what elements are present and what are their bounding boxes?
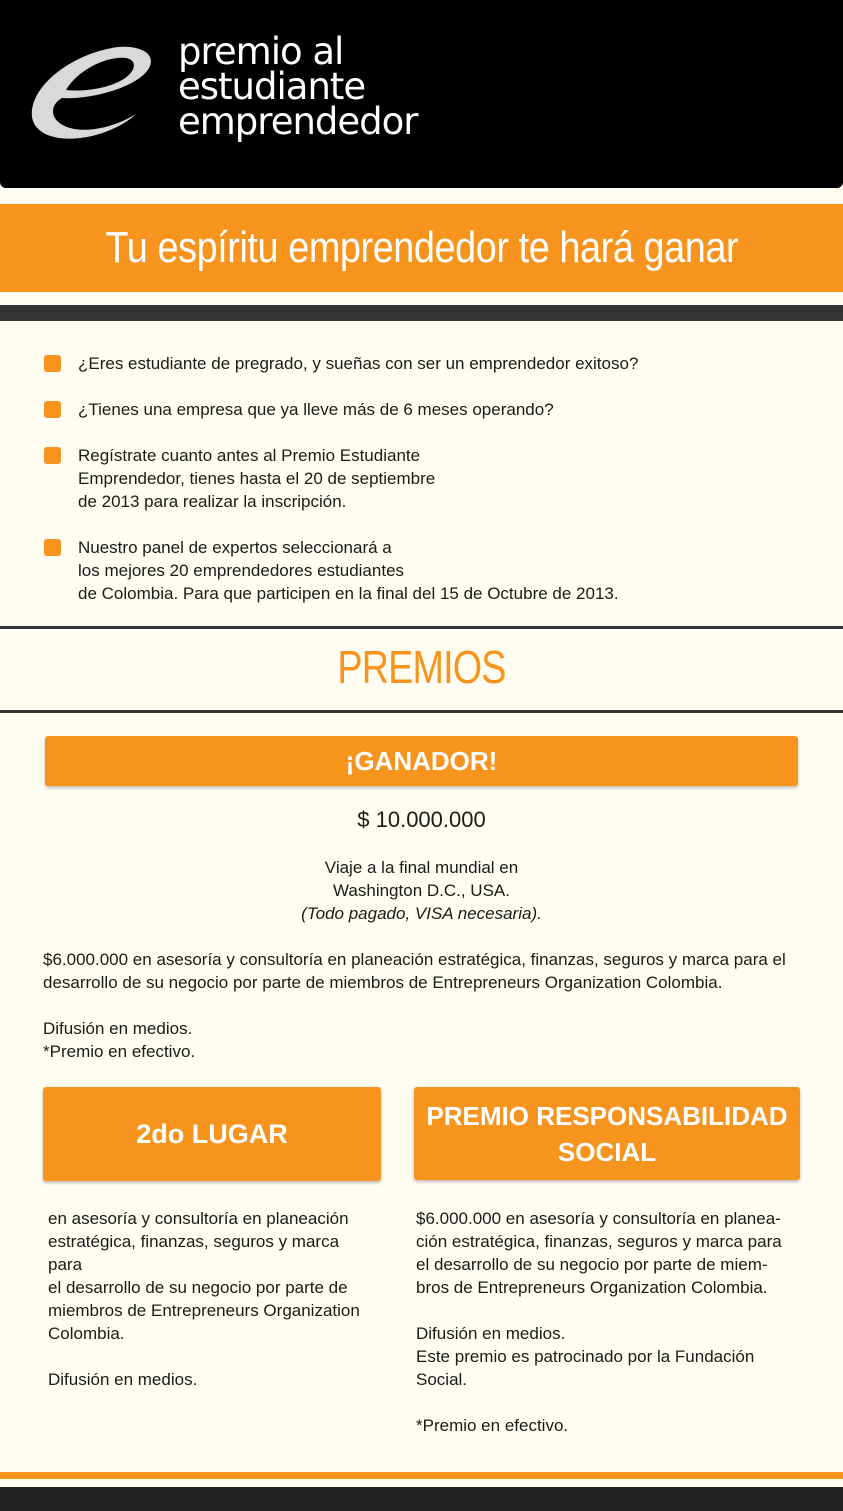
bullet-text: ¿Eres estudiante de pregrado, y sueñas con ser un emprendedor exitoso?: [78, 354, 639, 373]
social-prize-details: [416, 1207, 831, 1437]
list-item: [44, 444, 824, 513]
tagline-text: Tu espíritu emprendedor te hará ganar: [105, 223, 738, 272]
trip-line: Viaje a la final mundial en: [324, 858, 519, 877]
bullet-square-icon: [44, 355, 61, 372]
detail-line: ción estratégica, finanzas, seguros y marca para: [416, 1232, 782, 1251]
list-item: [44, 398, 824, 421]
logo-e-icon: [22, 36, 162, 146]
bullet-square-icon: [44, 401, 61, 418]
detail-line: Social.: [416, 1370, 468, 1389]
detail-line: $6.000.000 en asesoría y consultoría en planea-: [416, 1209, 781, 1228]
divider-strip: [0, 305, 843, 321]
detail-line: *Premio en efectivo.: [416, 1416, 569, 1435]
detail-line: para: [48, 1255, 83, 1274]
detail-line: Este premio es patrocinado por la Fundación: [416, 1347, 755, 1366]
detail-line: Difusión en medios.: [43, 1019, 193, 1038]
detail-line: Difusión en medios.: [416, 1324, 566, 1343]
second-place-heading: [43, 1087, 381, 1181]
tagline-banner: [0, 204, 843, 292]
detail-line: $6.000.000 en asesoría y consultoría en planeación estratégica, finanzas, seguros y marca para el: [43, 950, 786, 969]
bullet-text: ¿Tienes una empresa que ya lleve más de 6 meses operando?: [78, 400, 554, 419]
logo-wordmark: [178, 30, 418, 143]
footer-bar: [0, 1487, 843, 1511]
section-divider: [0, 626, 843, 629]
footer-accent-bar: [0, 1472, 843, 1479]
logo-line: estudiante: [178, 65, 366, 108]
list-item: [44, 352, 824, 375]
detail-line: el desarrollo de su negocio por parte de: [48, 1278, 348, 1297]
section-divider: [0, 710, 843, 713]
bullet-text: Regístrate cuanto antes al Premio Estudiante: [78, 446, 421, 465]
winner-details: [43, 948, 833, 1063]
detail-line: Colombia.: [48, 1324, 125, 1343]
winner-trip: [0, 856, 843, 925]
social-prize-heading: [414, 1087, 800, 1180]
winner-amount: $ 10.000.000: [357, 807, 486, 832]
second-place-details: [48, 1207, 393, 1391]
detail-line: *Premio en efectivo.: [43, 1042, 196, 1061]
header-banner: [0, 0, 843, 188]
logo-line: emprendedor: [178, 100, 418, 143]
bullet-text: Nuestro panel de expertos seleccionará a: [78, 538, 392, 557]
detail-line: bros de Entrepreneurs Organization Colombia.: [416, 1278, 768, 1297]
detail-line: desarrollo de su negocio por parte de miembros de Entrepreneurs Organization Colombia.: [43, 973, 723, 992]
bullet-list: [44, 352, 824, 628]
bullet-text: de 2013 para realizar la inscripción.: [78, 492, 347, 511]
detail-line: miembros de Entrepreneurs Organization: [48, 1301, 360, 1320]
bullet-square-icon: [44, 539, 61, 556]
logo-line: premio al: [178, 30, 344, 73]
bullet-text: los mejores 20 emprendedores estudiantes: [78, 561, 405, 580]
trip-note: (Todo pagado, VISA necesaria).: [301, 904, 542, 923]
winner-heading: [45, 736, 798, 786]
detail-line: Difusión en medios.: [48, 1370, 198, 1389]
list-item: [44, 536, 824, 605]
winner-title: ¡GANADOR!: [345, 745, 498, 776]
detail-line: en asesoría y consultoría en planeación: [48, 1209, 349, 1228]
trip-line: Washington D.C., USA.: [333, 881, 510, 900]
section-title: PREMIOS: [337, 641, 506, 693]
social-prize-title: PREMIO RESPONSABILIDAD: [426, 1100, 788, 1131]
detail-line: estratégica, finanzas, seguros y marca: [48, 1232, 340, 1251]
bullet-text: Emprendedor, tienes hasta el 20 de septiembre: [78, 469, 436, 488]
detail-line: el desarrollo de su negocio por parte de miem-: [416, 1255, 768, 1274]
bullet-text: de Colombia. Para que participen en la final del 15 de Octubre de 2013.: [78, 584, 619, 603]
social-prize-title: SOCIAL: [557, 1136, 657, 1167]
bullet-square-icon: [44, 447, 61, 464]
second-place-title: 2do LUGAR: [136, 1118, 288, 1149]
